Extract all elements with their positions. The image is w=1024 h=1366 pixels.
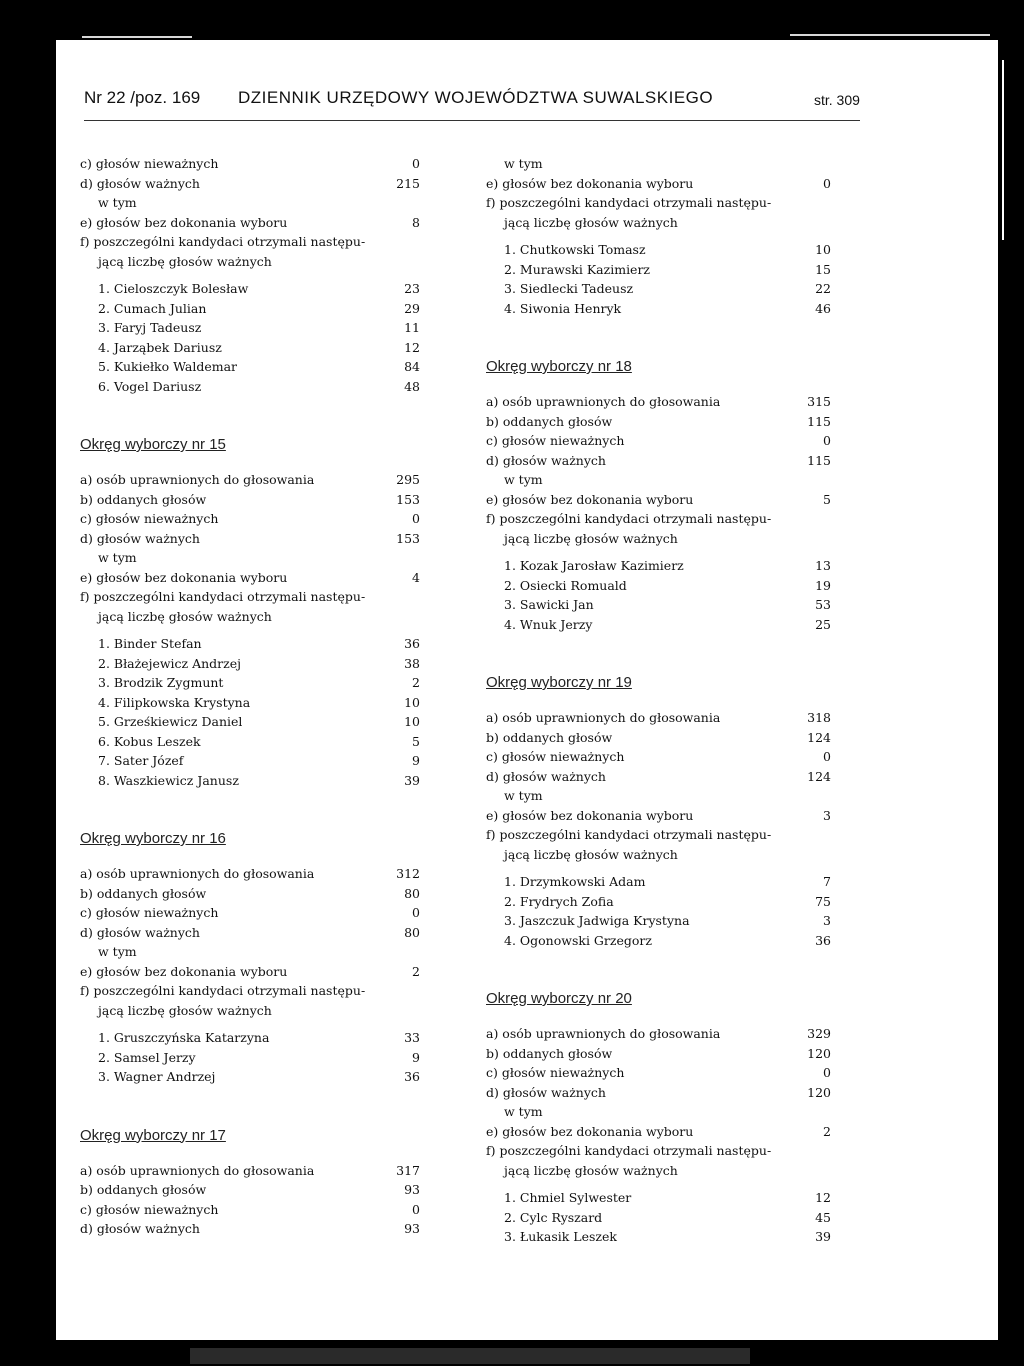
candidate-votes: 12 — [404, 339, 420, 355]
stat-row — [486, 767, 831, 787]
stat-label: w tym — [98, 944, 137, 959]
stat-row — [486, 392, 831, 412]
candidate-name: 3. Sawicki Jan — [504, 597, 594, 612]
stat-value: 115 — [807, 413, 831, 429]
stat-row — [486, 1141, 831, 1161]
candidate-row — [80, 318, 420, 338]
stat-row — [80, 587, 420, 607]
stat-value: 80 — [404, 924, 420, 940]
candidate-name: 2. Cumach Julian — [98, 300, 207, 316]
candidate-row — [486, 911, 831, 931]
candidate-votes: 11 — [404, 320, 420, 335]
stat-row — [80, 1161, 420, 1181]
candidate-name: 1. Kozak Jarosław Kazimierz — [504, 558, 684, 573]
stat-label: e) głosów bez dokonania wyboru — [80, 963, 288, 979]
candidate-name: 4. Ogonowski Grzegorz — [504, 932, 652, 948]
stat-value: 295 — [396, 472, 420, 487]
candidate-name: 2. Osiecki Romuald — [504, 577, 627, 593]
candidate-row — [486, 299, 831, 319]
stat-value: 153 — [396, 530, 420, 546]
stat-label: a) osób uprawnionych do głosowania — [486, 394, 721, 409]
stat-label: d) głosów ważnych — [80, 924, 200, 940]
candidate-name: 3. Wagner Andrzej — [98, 1069, 216, 1084]
stat-row — [80, 490, 420, 510]
candidate-name: 2. Błażejewicz Andrzej — [98, 655, 242, 671]
stat-row — [486, 154, 831, 174]
stat-value: 0 — [823, 1065, 831, 1080]
candidate-row — [80, 279, 420, 299]
candidate-votes: 39 — [815, 1229, 831, 1244]
candidate-row — [80, 299, 420, 319]
stat-label: a) osób uprawnionych do głosowania — [486, 1026, 721, 1041]
stat-row — [80, 174, 420, 194]
candidate-row — [80, 751, 420, 771]
stat-value: 0 — [823, 433, 831, 448]
candidate-row — [80, 1048, 420, 1068]
stat-label: jącą liczbę głosów ważnych — [504, 214, 678, 230]
stat-row — [486, 213, 831, 233]
stat-row — [80, 1200, 420, 1220]
stat-value: 120 — [807, 1045, 831, 1061]
stat-label: c) głosów nieważnych — [486, 1065, 625, 1080]
stat-value: 153 — [396, 491, 420, 507]
stat-label: f) poszczególni kandydaci otrzymali następu- — [486, 511, 772, 526]
candidate-row — [80, 377, 420, 397]
stat-label: f) poszczególni kandydaci otrzymali następu- — [80, 983, 366, 998]
stat-label: c) głosów nieważnych — [486, 433, 625, 448]
stat-row — [80, 213, 420, 233]
candidate-votes: 13 — [815, 558, 831, 573]
stat-label: e) głosów bez dokonania wyboru — [486, 491, 694, 507]
stat-value: 5 — [823, 491, 831, 507]
stat-label: jącą liczbę głosów ważnych — [98, 1002, 272, 1018]
candidate-votes: 36 — [815, 932, 831, 948]
stat-row — [486, 470, 831, 490]
stat-value: 0 — [412, 905, 420, 920]
district-18 — [486, 356, 831, 634]
stat-label: c) głosów nieważnych — [80, 511, 219, 526]
stat-label: b) oddanych głosów — [80, 1182, 207, 1197]
stat-label: w tym — [504, 788, 543, 803]
candidate-name: 1. Drzymkowski Adam — [504, 874, 646, 889]
stat-row — [80, 942, 420, 962]
candidate-row — [486, 1208, 831, 1228]
stat-value: 215 — [396, 175, 420, 191]
stat-row — [486, 1102, 831, 1122]
stat-label: d) głosów ważnych — [80, 530, 200, 546]
candidate-row — [80, 771, 420, 791]
stat-label: d) głosów ważnych — [80, 175, 200, 191]
stat-label: jącą liczbę głosów ważnych — [98, 608, 272, 624]
candidate-name: 1. Gruszczyńska Katarzyna — [98, 1030, 270, 1045]
stat-label: w tym — [504, 156, 543, 171]
candidate-name: 3. Łukasik Leszek — [504, 1229, 617, 1244]
stat-value: 93 — [404, 1221, 420, 1236]
continued-stats — [486, 154, 831, 318]
district-15 — [80, 434, 420, 790]
candidate-name: 3. Faryj Tadeusz — [98, 320, 202, 335]
candidate-votes: 39 — [404, 772, 420, 788]
district-title: Okręg wyborczy nr 18 — [486, 358, 632, 375]
stat-label: e) głosów bez dokonania wyboru — [80, 214, 288, 230]
candidate-votes: 75 — [815, 893, 831, 909]
stat-row — [80, 607, 420, 627]
candidate-name: 3. Siedlecki Tadeusz — [504, 281, 634, 296]
journal-title: DZIENNIK URZĘDOWY WOJEWÓDZTWA SUWALSKIEGO — [238, 88, 714, 107]
candidate-votes: 36 — [404, 636, 420, 651]
stat-row — [80, 864, 420, 884]
candidate-votes: 33 — [404, 1030, 420, 1045]
candidate-row — [486, 1227, 831, 1247]
stat-row — [80, 884, 420, 904]
candidate-row — [80, 1028, 420, 1048]
stat-row — [486, 1024, 831, 1044]
candidate-row — [80, 693, 420, 713]
candidate-votes: 19 — [815, 577, 831, 593]
stat-label: b) oddanych głosów — [80, 491, 207, 507]
stat-row — [80, 1180, 420, 1200]
stat-row — [486, 747, 831, 767]
stat-label: d) głosów ważnych — [80, 1221, 200, 1236]
stat-label: b) oddanych głosów — [80, 885, 207, 901]
stat-value: 93 — [404, 1182, 420, 1197]
stat-row — [80, 568, 420, 588]
candidate-name: 2. Cylc Ryszard — [504, 1209, 603, 1225]
scan-top-border — [0, 0, 1024, 40]
candidate-name: 5. Grześkiewicz Daniel — [98, 714, 243, 729]
candidate-row — [486, 931, 831, 951]
stat-label: d) głosów ważnych — [486, 768, 606, 784]
district-title: Okręg wyborczy nr 16 — [80, 830, 226, 847]
stat-value: 2 — [412, 963, 420, 979]
candidate-row — [486, 240, 831, 260]
stat-row — [486, 1161, 831, 1181]
stat-label: e) głosów bez dokonania wyboru — [486, 1123, 694, 1139]
stat-label: f) poszczególni kandydaci otrzymali następu- — [486, 1143, 772, 1158]
stat-row — [486, 1122, 831, 1142]
stat-row — [80, 1219, 420, 1239]
scan-artifact — [790, 34, 990, 36]
candidate-name: 1. Binder Stefan — [98, 636, 202, 651]
candidate-votes: 2 — [412, 675, 420, 690]
stat-row — [80, 509, 420, 529]
stat-row — [80, 1001, 420, 1021]
stat-row — [486, 825, 831, 845]
stat-value: 0 — [412, 511, 420, 526]
stat-row — [486, 174, 831, 194]
stat-label: e) głosów bez dokonania wyboru — [80, 569, 288, 585]
candidate-name: 3. Jaszczuk Jadwiga Krystyna — [504, 913, 690, 928]
candidate-name: 4. Siwonia Henryk — [504, 300, 622, 316]
candidate-name: 1. Cieloszczyk Bolesław — [98, 281, 249, 296]
district-17 — [80, 1125, 420, 1239]
page-header — [84, 88, 904, 114]
candidate-row — [80, 732, 420, 752]
candidate-name: 4. Filipkowska Krystyna — [98, 694, 251, 710]
stat-value: 0 — [823, 175, 831, 191]
stat-label: f) poszczególni kandydaci otrzymali następu- — [80, 234, 366, 249]
candidate-name: 3. Brodzik Zygmunt — [98, 675, 224, 690]
page-number: str. 309 — [814, 92, 860, 108]
candidate-name: 7. Sater Józef — [98, 753, 184, 768]
scan-right-border — [998, 40, 1024, 1366]
district-16 — [80, 828, 420, 1087]
stat-row — [80, 903, 420, 923]
scan-artifact — [82, 36, 192, 38]
candidate-row — [486, 576, 831, 596]
stat-row — [486, 490, 831, 510]
candidate-row — [486, 279, 831, 299]
stat-value: 124 — [807, 768, 831, 784]
stat-label: f) poszczególni kandydaci otrzymali następu- — [80, 589, 366, 604]
candidate-name: 1. Chutkowski Tomasz — [504, 242, 646, 257]
stat-row — [80, 981, 420, 1001]
stat-row — [486, 786, 831, 806]
stat-value: 315 — [807, 394, 831, 409]
scan-bottom-border — [0, 1340, 1024, 1366]
stat-value: 120 — [807, 1084, 831, 1100]
stat-row — [80, 232, 420, 252]
stat-label: a) osób uprawnionych do głosowania — [80, 472, 315, 487]
left-column — [80, 154, 420, 1239]
stat-row — [80, 548, 420, 568]
stat-value: 312 — [396, 866, 420, 881]
continued-stats — [80, 154, 420, 396]
stat-row — [80, 529, 420, 549]
stat-value: 124 — [807, 729, 831, 745]
candidate-row — [80, 673, 420, 693]
stat-value: 0 — [412, 156, 420, 171]
candidate-votes: 9 — [412, 753, 420, 768]
document-page — [56, 40, 998, 1340]
stat-row — [486, 708, 831, 728]
district-title: Okręg wyborczy nr 15 — [80, 436, 226, 453]
stat-label: e) głosów bez dokonania wyboru — [486, 175, 694, 191]
stat-label: c) głosów nieważnych — [80, 905, 219, 920]
candidate-name: 5. Kukiełko Waldemar — [98, 359, 238, 374]
stat-row — [80, 193, 420, 213]
stat-value: 329 — [807, 1026, 831, 1041]
candidate-votes: 46 — [815, 300, 831, 316]
candidate-votes: 29 — [404, 300, 420, 316]
stat-value: 8 — [412, 214, 420, 230]
stat-row — [80, 470, 420, 490]
stat-label: b) oddanych głosów — [486, 729, 613, 745]
candidate-votes: 15 — [815, 261, 831, 277]
stat-row — [486, 1063, 831, 1083]
candidate-name: 6. Vogel Dariusz — [98, 378, 202, 394]
stat-label: a) osób uprawnionych do głosowania — [80, 1162, 315, 1178]
stat-value: 3 — [823, 807, 831, 823]
candidate-row — [486, 872, 831, 892]
stat-row — [486, 728, 831, 748]
stat-label: f) poszczególni kandydaci otrzymali następu- — [486, 195, 772, 210]
stat-row — [486, 1083, 831, 1103]
stat-value: 0 — [823, 749, 831, 764]
candidate-name: 1. Chmiel Sylwester — [504, 1190, 632, 1205]
candidate-row — [486, 595, 831, 615]
stat-value: 4 — [412, 569, 420, 585]
stat-label: c) głosów nieważnych — [80, 156, 219, 171]
scan-artifact — [1002, 60, 1004, 240]
stat-label: f) poszczególni kandydaci otrzymali następu- — [486, 827, 772, 842]
candidate-votes: 10 — [404, 694, 420, 710]
stat-value: 115 — [807, 452, 831, 468]
stat-value: 2 — [823, 1123, 831, 1139]
candidate-votes: 48 — [404, 378, 420, 394]
stat-value: 317 — [396, 1162, 420, 1178]
issue-number: Nr 22 /poz. 169 — [84, 88, 201, 107]
stat-row — [486, 193, 831, 213]
candidate-row — [80, 712, 420, 732]
stat-label: a) osób uprawnionych do głosowania — [486, 710, 721, 725]
candidate-votes: 25 — [815, 616, 831, 632]
candidate-name: 6. Kobus Leszek — [98, 733, 201, 749]
candidate-name: 8. Waszkiewicz Janusz — [98, 772, 239, 788]
stat-label: jącą liczbę głosów ważnych — [504, 846, 678, 862]
stat-label: a) osób uprawnionych do głosowania — [80, 866, 315, 881]
candidate-name: 2. Samsel Jerzy — [98, 1049, 196, 1065]
candidate-votes: 10 — [404, 714, 420, 729]
stat-label: w tym — [504, 1104, 543, 1119]
stat-row — [486, 845, 831, 865]
stat-row — [80, 962, 420, 982]
stat-label: w tym — [98, 195, 137, 210]
candidate-votes: 12 — [815, 1190, 831, 1205]
stat-label: jącą liczbę głosów ważnych — [98, 253, 272, 269]
candidate-votes: 7 — [823, 874, 831, 889]
stat-row — [486, 412, 831, 432]
stat-row — [486, 509, 831, 529]
candidate-row — [486, 1188, 831, 1208]
candidate-row — [80, 357, 420, 377]
candidate-row — [486, 892, 831, 912]
scan-artifact — [190, 1348, 750, 1364]
candidate-votes: 84 — [404, 359, 420, 374]
candidate-row — [80, 634, 420, 654]
candidate-row — [80, 654, 420, 674]
stat-label: jącą liczbę głosów ważnych — [504, 1162, 678, 1178]
candidate-row — [486, 260, 831, 280]
candidate-row — [80, 338, 420, 358]
stat-label: b) oddanych głosów — [486, 1045, 613, 1061]
stat-row — [486, 529, 831, 549]
stat-label: b) oddanych głosów — [486, 413, 613, 429]
candidate-votes: 9 — [412, 1049, 420, 1065]
candidate-votes: 22 — [815, 281, 831, 296]
stat-row — [80, 154, 420, 174]
district-19 — [486, 672, 831, 950]
candidate-votes: 53 — [815, 597, 831, 612]
candidate-row — [486, 615, 831, 635]
stat-label: d) głosów ważnych — [486, 452, 606, 468]
stat-row — [486, 806, 831, 826]
candidate-votes: 38 — [404, 655, 420, 671]
stat-label: jącą liczbę głosów ważnych — [504, 530, 678, 546]
stat-row — [486, 1044, 831, 1064]
candidate-row — [80, 1067, 420, 1087]
district-title: Okręg wyborczy nr 17 — [80, 1126, 226, 1144]
stat-row — [486, 451, 831, 471]
stat-label: w tym — [98, 550, 137, 565]
district-title: Okręg wyborczy nr 20 — [486, 990, 632, 1007]
stat-label: w tym — [504, 472, 543, 487]
header-divider — [84, 120, 860, 121]
district-20 — [486, 988, 831, 1247]
candidate-votes: 45 — [815, 1209, 831, 1225]
stat-value: 80 — [404, 885, 420, 901]
stat-label: d) głosów ważnych — [486, 1084, 606, 1100]
candidate-votes: 3 — [823, 913, 831, 928]
stat-row — [80, 252, 420, 272]
stat-value: 0 — [412, 1201, 420, 1217]
stat-label: c) głosów nieważnych — [486, 749, 625, 764]
stat-label: e) głosów bez dokonania wyboru — [486, 807, 694, 823]
candidate-row — [486, 556, 831, 576]
candidate-name: 4. Wnuk Jerzy — [504, 616, 593, 632]
stat-label: c) głosów nieważnych — [80, 1201, 219, 1217]
district-title: Okręg wyborczy nr 19 — [486, 674, 632, 691]
candidate-votes: 36 — [404, 1069, 420, 1084]
candidate-name: 2. Frydrych Zofia — [504, 893, 614, 909]
candidate-votes: 10 — [815, 242, 831, 257]
candidate-votes: 5 — [412, 733, 420, 749]
stat-row — [80, 923, 420, 943]
stat-value: 318 — [807, 710, 831, 725]
stat-row — [486, 431, 831, 451]
candidate-name: 4. Jarząbek Dariusz — [98, 339, 222, 355]
candidate-name: 2. Murawski Kazimierz — [504, 261, 651, 277]
candidate-votes: 23 — [404, 281, 420, 296]
right-column — [486, 154, 831, 1247]
